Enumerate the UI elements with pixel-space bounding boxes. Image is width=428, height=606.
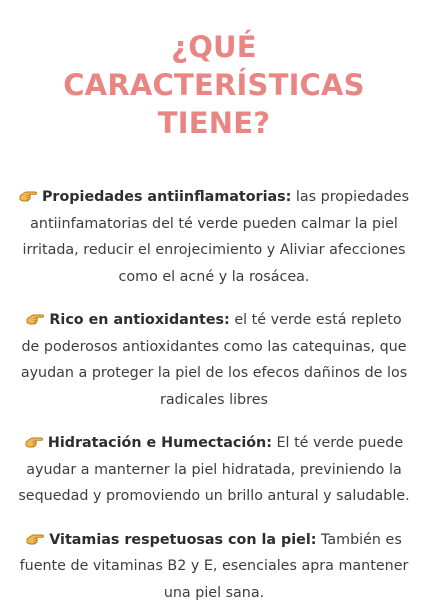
pointing-hand-icon [25, 431, 43, 445]
feature-item-anti-inflammatory [16, 184, 412, 290]
pointing-hand-icon [19, 185, 37, 199]
heading-line-2: TIENE? [158, 106, 271, 140]
feature-item-hydration [16, 430, 412, 510]
feature-text: el té verde está repleto de poderosos antioxidantes como las catequinas, que ayudan a proteger la piel de los efecos dañinos de los radicales libres [21, 312, 407, 408]
feature-text: También es fuente de vitaminas B2 y E, esenciales apra mantener una piel sana. [20, 532, 409, 601]
feature-item-vitamins [16, 527, 412, 606]
feature-text: El té verde puede ayudar a manterner la piel hidratada, previniendo la sequedad y promoviendo un brillo antural y saludable. [18, 435, 409, 504]
features-list [16, 184, 412, 606]
feature-title: Propiedades antiinflamatorias: [42, 189, 291, 205]
heading-line-1: ¿QUÉ CARACTERÍSTICAS [63, 30, 365, 102]
feature-title: Hidratación e Humectación: [48, 435, 272, 451]
pointing-hand-icon [26, 308, 44, 322]
feature-item-antioxidants [16, 307, 412, 413]
page-heading [16, 28, 412, 142]
feature-text: las propiedades antiinfamatorias del té verde pueden calmar la piel irritada, reducir el enrojecimiento y Aliviar afecciones como el acné y la rosácea. [23, 189, 410, 285]
pointing-hand-icon [26, 528, 44, 542]
feature-title: Rico en antioxidantes: [49, 312, 229, 328]
feature-title: Vitamias respetuosas con la piel: [49, 532, 316, 548]
